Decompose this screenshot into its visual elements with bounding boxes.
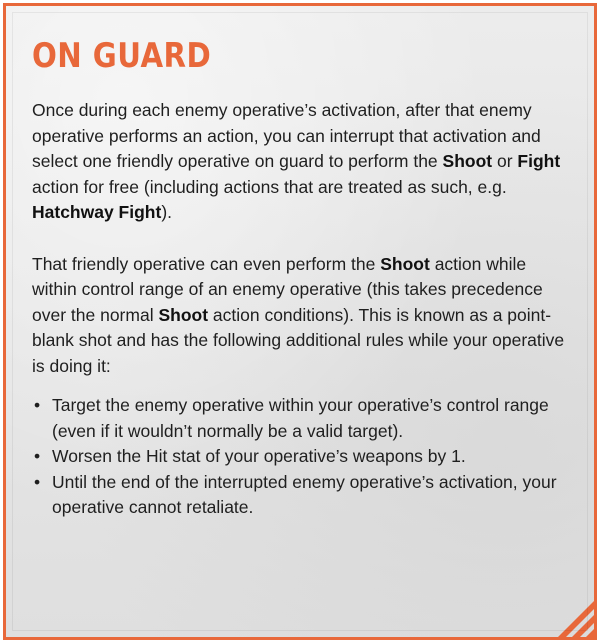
paragraph-text: That friendly operative can even perform the (32, 253, 381, 274)
corner-stripes-icon (550, 593, 594, 637)
keyword-fight: Fight (517, 151, 561, 171)
bullet-icon: • (34, 446, 41, 466)
bullet-icon: • (34, 471, 41, 492)
paragraph-on-guard-trigger (32, 98, 572, 226)
paragraph-text: action conditions). This is known as a point-blank shot and has the following additional rules while your operative is doing it: (32, 304, 565, 376)
paragraph-text: action for free (including actions that are treated as such, e.g. (32, 176, 507, 197)
list-item-text: Target the enemy operative within your operative’s control range (even if it wouldn’t normally be a valid target). (52, 395, 549, 441)
keyword-shoot: Shoot (442, 151, 493, 171)
point-blank-rules-list (32, 393, 572, 521)
bullet-icon: • (34, 395, 41, 415)
paragraph-text: ). (161, 202, 173, 222)
rule-card (3, 3, 597, 640)
list-item (32, 393, 572, 444)
keyword-hatchway-fight: Hatchway Fight (32, 202, 162, 222)
list-item-text: Worsen the Hit stat of your operative’s weapons by 1. (52, 446, 466, 466)
keyword-shoot: Shoot (380, 253, 430, 274)
paragraph-text: action while within control range of an enemy operative (this takes precedence over the normal (32, 253, 543, 325)
rule-title: ON GUARD (32, 36, 212, 76)
list-item-text: Until the end of the interrupted enemy operative’s activation, your operative cannot retaliate. (52, 471, 557, 517)
list-item (32, 470, 572, 521)
paragraph-text: or (492, 151, 518, 171)
rule-body (32, 98, 572, 521)
paragraph-point-blank-shot (32, 252, 572, 380)
keyword-shoot: Shoot (158, 304, 209, 325)
list-item (32, 444, 572, 470)
paragraph-text: Once during each enemy operative’s activation, after that enemy operative performs an action, you can interrupt that activation and select one friendly operative on guard to perform the (32, 100, 541, 171)
